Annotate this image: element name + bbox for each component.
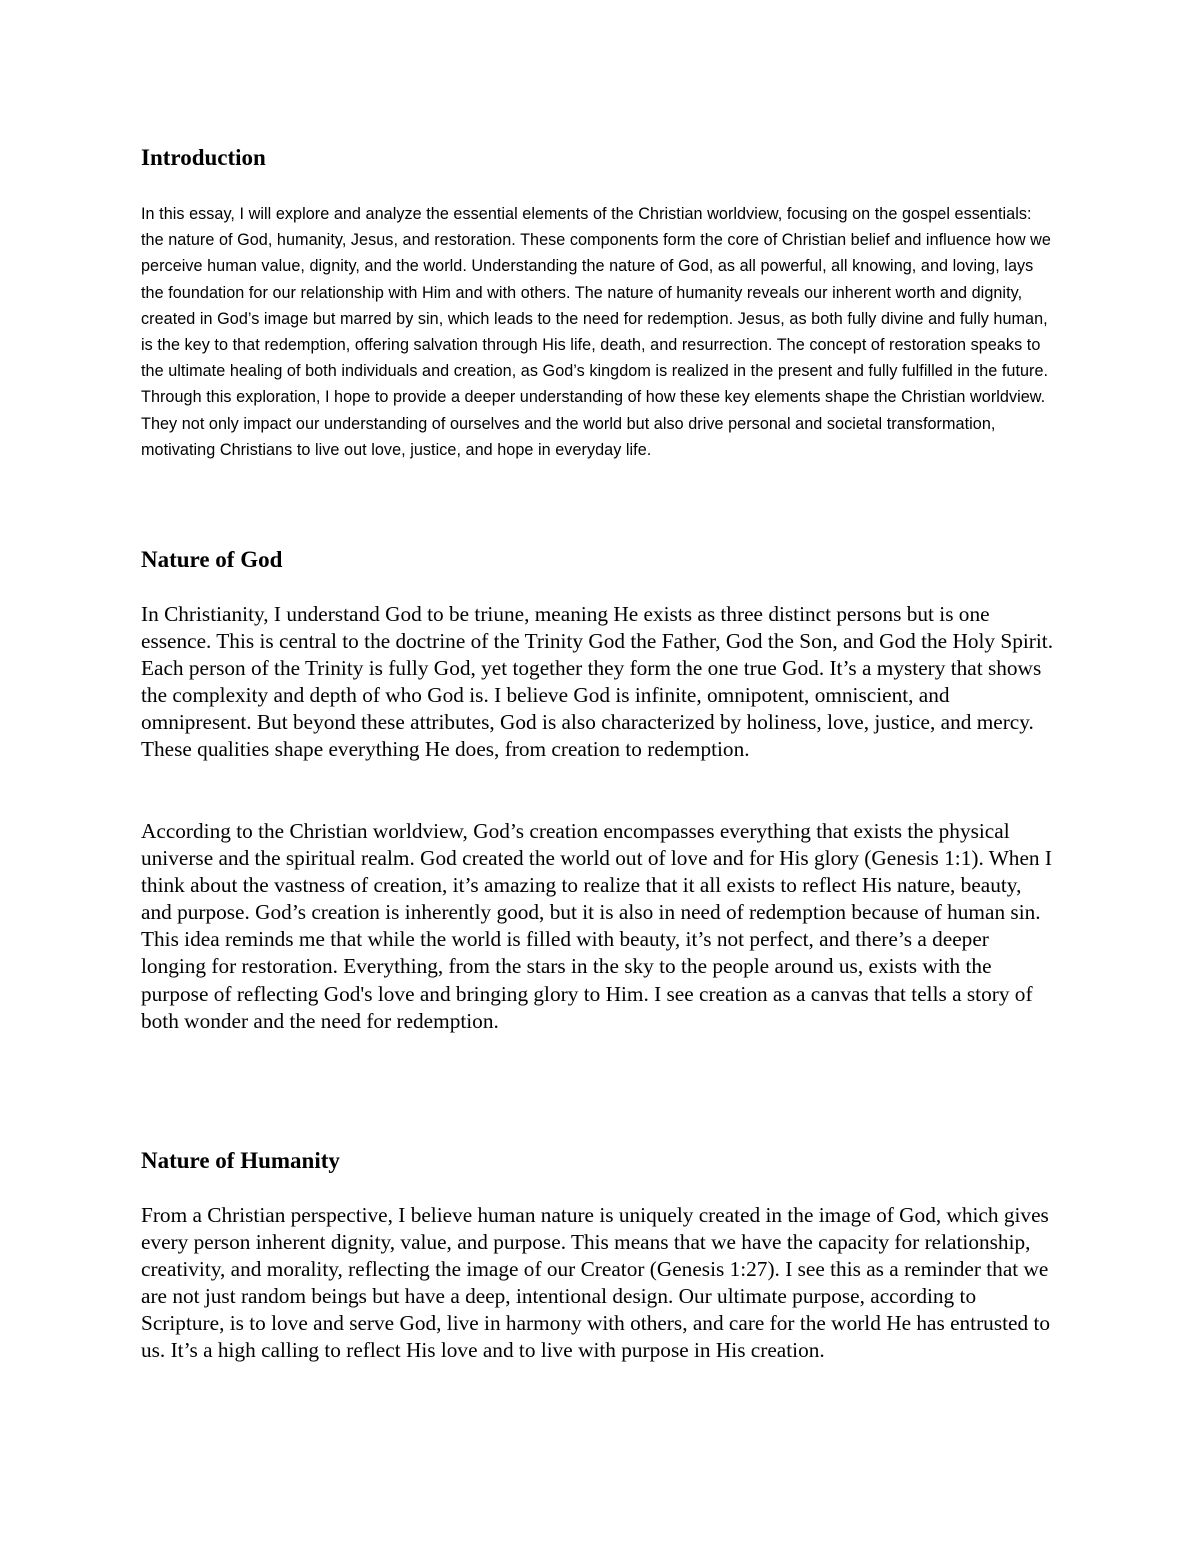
paragraph-introduction: In this essay, I will explore and analyze the essential elements of the Christian worldview, focusing on the gospel essentials: the nature of God, humanity, Jesus, and restoration. These components form the core of Christian belief and influence how we perceive human value, dignity, and the world. Understanding the nature of God, as all powerful, all knowing, and loving, lays the foundation for our relationship with Him and with others. The nature of humanity reveals our inherent worth and dignity, created in God’s image but marred by sin, which leads to the need for redemption. Jesus, as both fully divine and fully human, is the key to that redemption, offering salvation through His life, death, and resurrection. The concept of restoration speaks to the ultimate healing of both individuals and creation, as God’s kingdom is realized in the present and fully fulfilled in the future. Through this exploration, I hope to provide a deeper understanding of how these key elements shape the Christian worldview. They not only impact our understanding of ourselves and the world but also drive personal and societal transformation, motivating Christians to live out love, justice, and hope in everyday life. bbox=[141, 205, 1051, 459]
heading-introduction: Introduction bbox=[141, 145, 266, 170]
paragraph-nature-of-humanity-1: From a Christian perspective, I believe human nature is uniquely created in the image of God, which gives every person inherent dignity, value, and purpose. This means that we have the capacity for relationship, creativity, and morality, reflecting the image of our Creator (Genesis 1:27). I see this as a reminder that we are not just random beings but have a deep, intentional design. Our ultimate purpose, according to Scripture, is to love and serve God, live in harmony with others, and care for the world He has entrusted to us. It’s a high calling to reflect His love and to live with purpose in His creation. bbox=[141, 1203, 1051, 1363]
paragraph-nature-of-god-1: In Christianity, I understand God to be triune, meaning He exists as three distinct persons but is one essence. This is central to the doctrine of the Trinity God the Father, God the Son, and God the Holy Spirit. Each person of the Trinity is fully God, yet together they form the one true God. It’s a mystery that shows the complexity and depth of who God is. I believe God is infinite, omnipotent, omniscient, and omnipresent. But beyond these attributes, God is also characterized by holiness, love, justice, and mercy. These qualities shape everything He does, from creation to redemption. bbox=[141, 602, 1054, 762]
heading-nature-of-humanity: Nature of Humanity bbox=[141, 1148, 340, 1173]
paragraph-nature-of-god-2: According to the Christian worldview, God’s creation encompasses everything that exists the physical universe and the spiritual realm. God created the world out of love and for His glory (Genesis 1:1). When I think about the vastness of creation, it’s amazing to realize that it all exists to reflect His nature, beauty, and purpose. God’s creation is inherently good, but it is also in need of redemption because of human sin. This idea reminds me that while the world is filled with beauty, it’s not perfect, and there’s a deeper longing for restoration. Everything, from the stars in the sky to the people around us, exists with the purpose of reflecting God's love and bringing glory to Him. I see creation as a canvas that tells a story of both wonder and the need for redemption. bbox=[141, 819, 1052, 1033]
heading-nature-of-god: Nature of God bbox=[141, 547, 283, 572]
